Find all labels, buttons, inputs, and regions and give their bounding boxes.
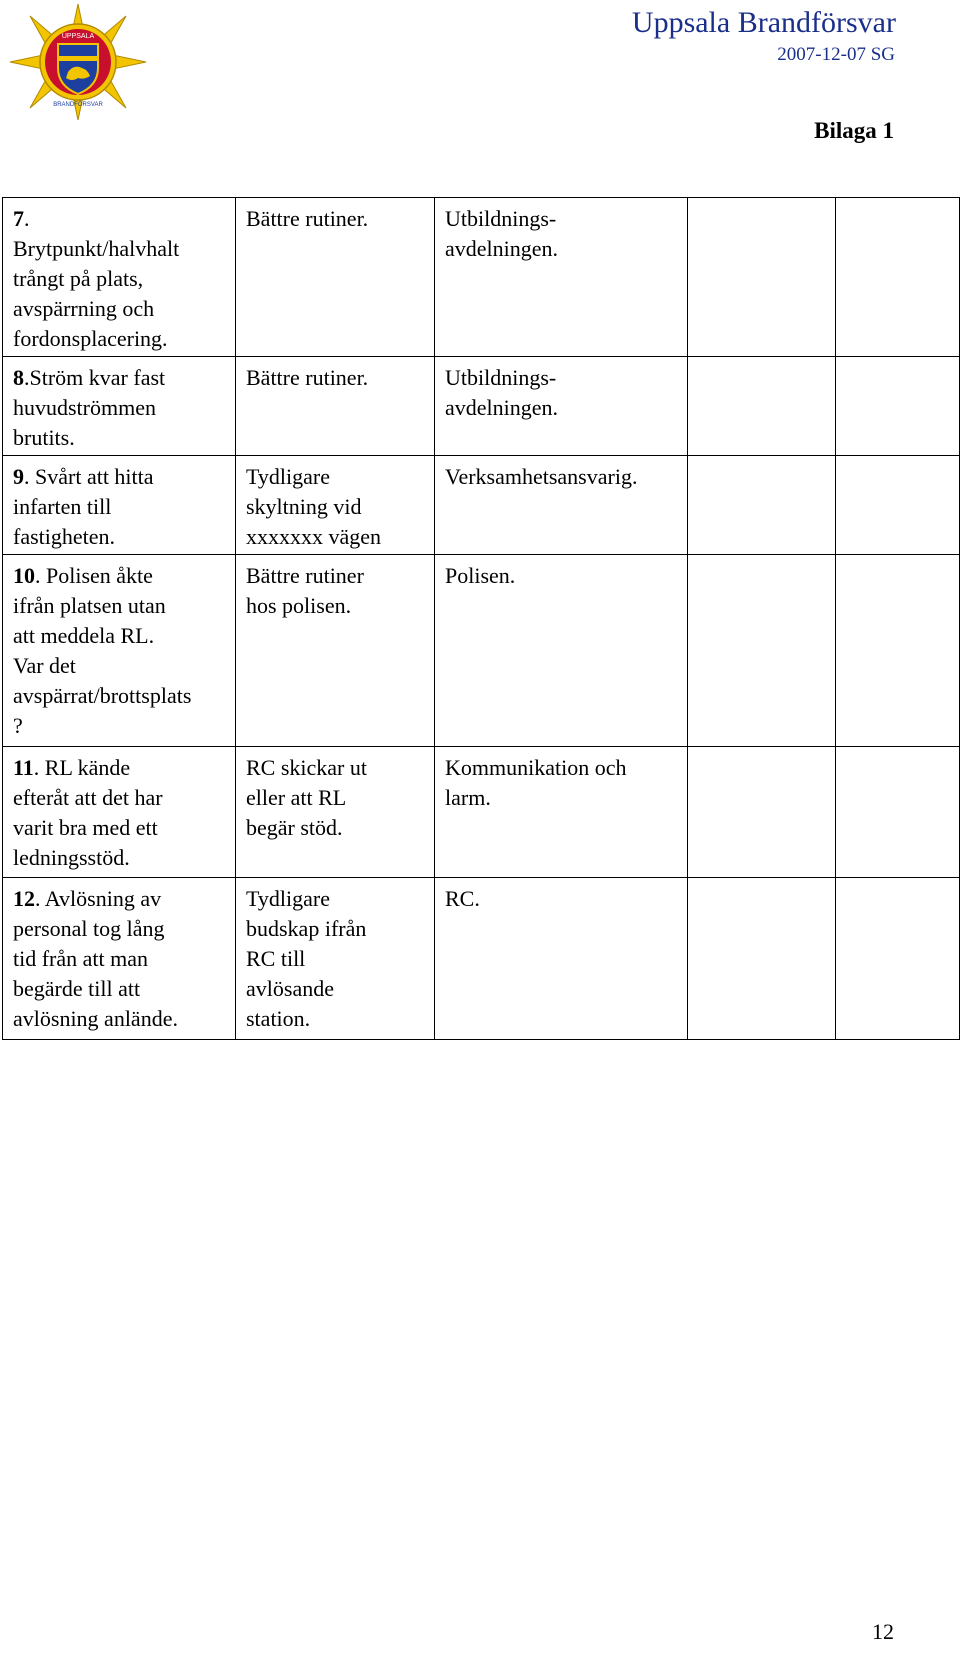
measure-cell [236, 357, 435, 456]
owner-text: Polisen. [445, 563, 516, 588]
issue-cell [3, 198, 236, 357]
svg-text:BRANDFÖRSVAR: BRANDFÖRSVAR [53, 102, 103, 108]
measure-text: Bättre rutiner. [246, 365, 369, 390]
document-date-signature: 2007-12-07 SG [777, 44, 895, 65]
brandforsvar-emblem-logo [8, 2, 148, 122]
table-row [3, 198, 960, 357]
measure-cell [236, 198, 435, 357]
issue-number: 8 [13, 365, 24, 390]
issue-cell [3, 555, 236, 747]
measure-cell [236, 555, 435, 747]
table-row [3, 555, 960, 747]
issue-cell [3, 878, 236, 1040]
empty-cell [688, 456, 836, 555]
issue-text: .Ström kvar fast huvudströmmen brutits. [13, 365, 166, 450]
issue-number: 11 [13, 755, 34, 780]
svg-text:UPPSALA: UPPSALA [61, 33, 95, 40]
owner-cell [435, 198, 688, 357]
owner-text: Utbildnings- avdelningen. [445, 206, 559, 261]
empty-cell [688, 357, 836, 456]
empty-cell [688, 878, 836, 1040]
page-number: 12 [872, 1619, 894, 1644]
owner-text: RC. [445, 886, 480, 911]
issue-cell [3, 747, 236, 878]
issue-text: . Avlösning av personal tog lång tid från att man begärde till att avlösning anlände. [13, 886, 178, 1031]
table-row [3, 456, 960, 555]
issue-number: 10 [13, 563, 35, 588]
measure-text: Bättre rutiner. [246, 206, 369, 231]
issue-text: . RL kände efteråt att det har varit bra med ett ledningsstöd. [13, 755, 163, 870]
owner-cell [435, 456, 688, 555]
owner-text: Verksamhetsansvarig. [445, 464, 638, 489]
empty-cell [836, 456, 960, 555]
measure-cell [236, 878, 435, 1040]
owner-text: Kommunikation och larm. [445, 755, 627, 810]
table-row [3, 878, 960, 1040]
empty-cell [836, 357, 960, 456]
issue-number: 7 [13, 206, 24, 231]
action-table [2, 197, 960, 1040]
organization-name: Uppsala Brandförsvar [631, 6, 896, 39]
measure-text: Tydligare skyltning vid xxxxxxx vägen [246, 464, 382, 549]
owner-cell [435, 747, 688, 878]
empty-cell [688, 747, 836, 878]
issue-cell [3, 456, 236, 555]
measure-cell [236, 747, 435, 878]
measure-text: Bättre rutiner hos polisen. [246, 563, 364, 618]
issue-number: 9 [13, 464, 24, 489]
owner-cell [435, 878, 688, 1040]
table-row [3, 747, 960, 878]
owner-cell [435, 555, 688, 747]
empty-cell [688, 198, 836, 357]
measure-cell [236, 456, 435, 555]
annex-label: Bilaga 1 [814, 118, 894, 143]
empty-cell [836, 198, 960, 357]
measure-text: RC skickar ut eller att RL begär stöd. [246, 755, 367, 840]
empty-cell [836, 555, 960, 747]
measure-text: Tydligare budskap ifrån RC till avlösande station. [246, 886, 367, 1031]
owner-cell [435, 357, 688, 456]
issue-cell [3, 357, 236, 456]
empty-cell [836, 878, 960, 1040]
issue-text: . Svårt att hitta infarten till fastigheten. [13, 464, 154, 549]
issue-number: 12 [13, 886, 35, 911]
owner-text: Utbildnings- avdelningen. [445, 365, 559, 420]
issue-text: . Polisen åkte ifrån platsen utan att meddela RL. Var det avspärrat/brottsplats ? [13, 563, 192, 738]
table-row [3, 357, 960, 456]
issue-text: . Brytpunkt/halvhalt trångt på plats, avspärrning och fordonsplacering. [13, 206, 180, 351]
empty-cell [688, 555, 836, 747]
empty-cell [836, 747, 960, 878]
